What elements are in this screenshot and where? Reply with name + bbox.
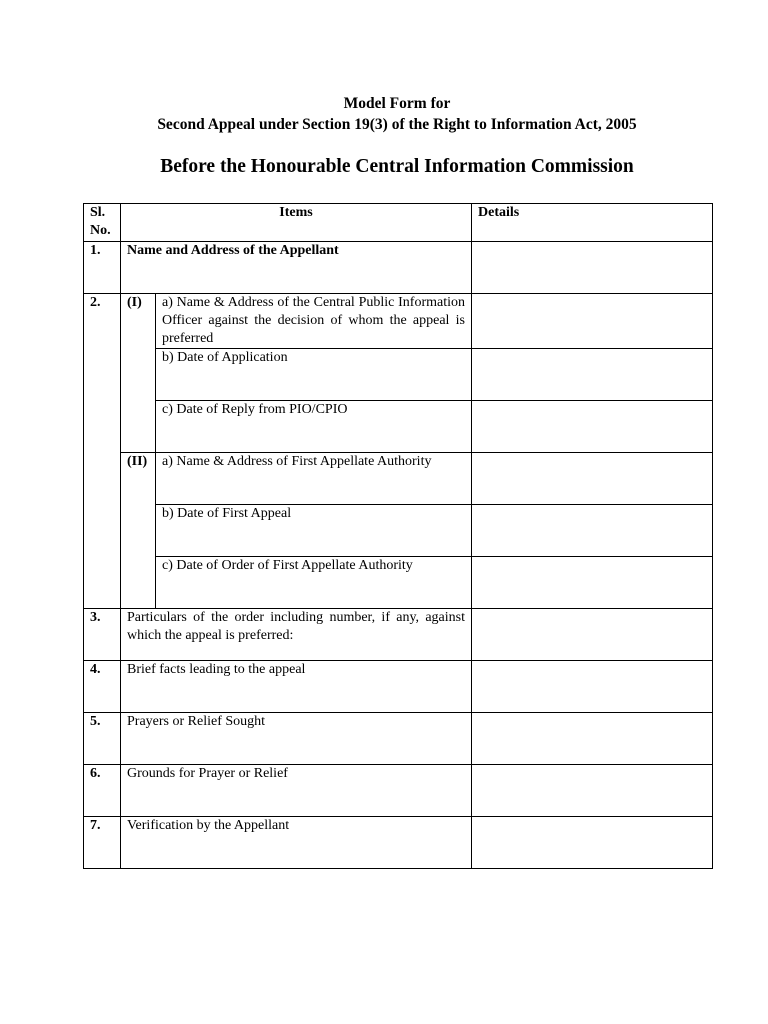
details-cell[interactable] [472,713,713,765]
row-item-prayers: Prayers or Relief Sought [121,713,472,765]
header-slno [84,204,121,242]
header-slno-line1: Sl. [90,205,106,220]
table-row [84,349,713,401]
row-item-particulars: Particulars of the order including number, if any, against which the appeal is preferred: [121,609,472,661]
row-item-brief-facts: Brief facts leading to the appeal [121,661,472,713]
row-item-cpio: a) Name & Address of the Central Public Information Officer against the decision of whom the appeal is preferred [156,294,472,349]
row-number: 5. [84,713,121,765]
row-item-date-application: b) Date of Application [156,349,472,401]
row-item-appellant: Name and Address of the Appellant [121,242,472,294]
header-slno-line2: No. [90,223,111,238]
part-label: (II) [121,453,156,609]
table-row [84,765,713,817]
row-item-date-reply: c) Date of Reply from PIO/CPIO [156,401,472,453]
row-item-verification: Verification by the Appellant [121,817,472,869]
header-items: Items [121,204,472,242]
commission-heading: Before the Honourable Central Information Commission [160,156,634,177]
form-title-line2: Second Appeal under Section 19(3) of the Right to Information Act, 2005 [157,116,637,133]
row-number: 2. [84,294,121,609]
details-cell[interactable] [472,453,713,505]
table-row [84,713,713,765]
table-header-row [84,204,713,242]
details-cell[interactable] [472,817,713,869]
row-number: 3. [84,609,121,661]
details-cell[interactable] [472,401,713,453]
table-row [84,453,713,505]
row-number: 4. [84,661,121,713]
row-number: 6. [84,765,121,817]
part-label: (I) [121,294,156,453]
details-cell[interactable] [472,557,713,609]
table-row [84,242,713,294]
row-item-first-appellate: a) Name & Address of First Appellate Authority [156,453,472,505]
appeal-form-table [83,203,713,869]
table-row [84,609,713,661]
details-cell[interactable] [472,609,713,661]
row-item-date-order: c) Date of Order of First Appellate Authority [156,557,472,609]
details-cell[interactable] [472,349,713,401]
table-row [84,505,713,557]
row-item-grounds: Grounds for Prayer or Relief [121,765,472,817]
details-cell[interactable] [472,294,713,349]
table-row [84,401,713,453]
row-item-date-first-appeal: b) Date of First Appeal [156,505,472,557]
form-title-line1: Model Form for [343,95,451,112]
header-details: Details [472,204,713,242]
details-cell[interactable] [472,765,713,817]
details-cell[interactable] [472,661,713,713]
table-row [84,661,713,713]
row-number: 1. [84,242,121,294]
details-cell[interactable] [472,242,713,294]
table-row [84,294,713,349]
table-row [84,557,713,609]
details-cell[interactable] [472,505,713,557]
table-row [84,817,713,869]
row-number: 7. [84,817,121,869]
